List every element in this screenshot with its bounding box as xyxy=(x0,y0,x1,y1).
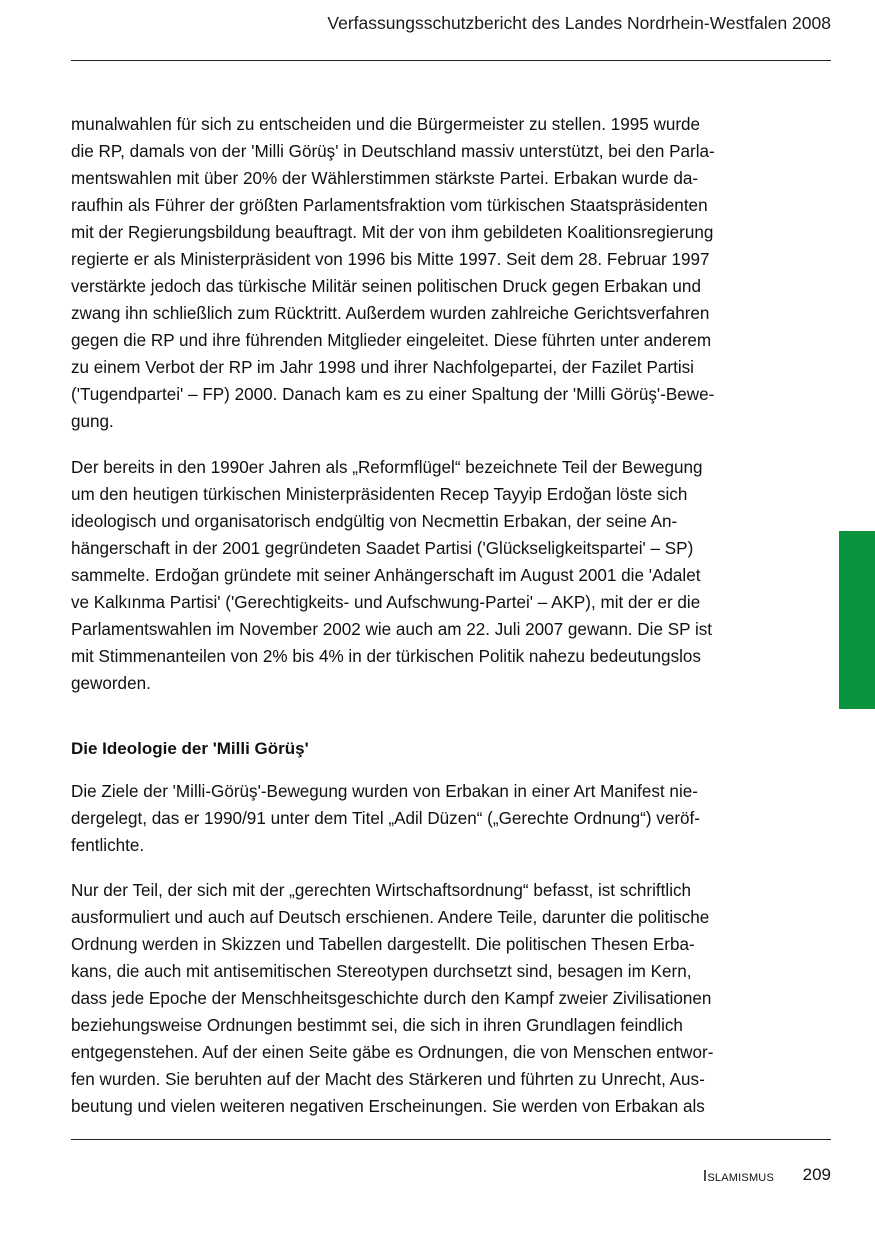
text-line: mit Stimmenanteilen von 2% bis 4% in der türkischen Politik nahezu bedeutungslos xyxy=(71,647,701,666)
text-line: raufhin als Führer der größten Parlamentsfraktion vom türkischen Staatspräsidenten xyxy=(71,196,708,215)
text-line: ve Kalkınma Partisi' ('Gerechtigkeits- und Aufschwung-Partei' – AKP), mit der er die xyxy=(71,593,701,612)
footer-section-label: Islamismus xyxy=(702,1168,774,1185)
text-line: gung. xyxy=(71,412,114,431)
text-line: mit der Regierungsbildung beauftragt. Mit der von ihm gebildeten Koalitionsregierung xyxy=(71,223,714,242)
text-line: kans, die auch mit antisemitischen Stereotypen durchsetzt sind, besagen im Kern, xyxy=(71,962,692,981)
paragraph-economic-order xyxy=(71,877,783,1120)
section-heading: Die Ideologie der 'Milli Görüş' xyxy=(71,739,309,758)
text-line: Nur der Teil, der sich mit der „gerechten Wirtschaftsordnung“ befasst, ist schriftlich xyxy=(71,881,692,900)
text-line: beutung und vielen weiteren negativen Erscheinungen. Sie werden von Erbakan als xyxy=(71,1097,705,1116)
text-line: ideologisch und organisatorisch endgültig von Necmettin Erbakan, der seine An- xyxy=(71,512,678,531)
text-line: ('Tugendpartei' – FP) 2000. Danach kam es zu einer Spaltung der 'Milli Görüş'-Bewe- xyxy=(71,385,715,404)
text-line: fentlichte. xyxy=(71,836,145,855)
text-line: gegen die RP und ihre führenden Mitglieder eingeleitet. Diese führten unter anderem xyxy=(71,331,712,350)
text-line: Ordnung werden in Skizzen und Tabellen dargestellt. Die politischen Thesen Erba- xyxy=(71,935,695,954)
text-line: ausformuliert und auch auf Deutsch erschienen. Andere Teile, darunter die politische xyxy=(71,908,710,927)
text-line: dergelegt, das er 1990/91 unter dem Titel „Adil Düzen“ („Gerechte Ordnung“) veröf- xyxy=(71,809,700,828)
text-line: Der bereits in den 1990er Jahren als „Reformflügel“ bezeichnete Teil der Bewegung xyxy=(71,458,703,477)
running-header-title: Verfassungsschutzbericht des Landes Nordrhein-Westfalen 2008 xyxy=(327,13,831,33)
text-line: die RP, damals von der 'Milli Görüş' in Deutschland massiv unterstützt, bei den Parla- xyxy=(71,142,715,161)
footer-divider xyxy=(71,1139,831,1140)
text-line: entgegenstehen. Auf der einen Seite gäbe es Ordnungen, die von Menschen entwor- xyxy=(71,1043,714,1062)
chapter-marker-tab xyxy=(839,531,875,709)
header-divider xyxy=(71,60,831,61)
text-line: um den heutigen türkischen Ministerpräsidenten Recep Tayyip Erdoğan löste sich xyxy=(71,485,688,504)
text-line: Die Ziele der 'Milli-Görüş'-Bewegung wurden von Erbakan in einer Art Manifest nie- xyxy=(71,782,698,801)
text-line: sammelte. Erdoğan gründete mit seiner Anhängerschaft im August 2001 die 'Adalet xyxy=(71,566,701,585)
text-line: dass jede Epoche der Menschheitsgeschichte durch den Kampf zweier Zivilisationen xyxy=(71,989,712,1008)
text-line: verstärkte jedoch das türkische Militär seinen politischen Druck gegen Erbakan und xyxy=(71,277,701,296)
text-line: munalwahlen für sich zu entscheiden und die Bürgermeister zu stellen. 1995 wurde xyxy=(71,115,701,134)
paragraph-reform-wing xyxy=(71,454,783,697)
text-line: zwang ihn schließlich zum Rücktritt. Außerdem wurden zahlreiche Gerichtsverfahren xyxy=(71,304,710,323)
page-number: 209 xyxy=(802,1165,831,1184)
text-line: regierte er als Ministerpräsident von 1996 bis Mitte 1997. Seit dem 28. Februar 1997 xyxy=(71,250,710,269)
text-line: Parlamentswahlen im November 2002 wie auch am 22. Juli 2007 gewann. Die SP ist xyxy=(71,620,713,639)
text-line: geworden. xyxy=(71,674,151,693)
text-line: hängerschaft in der 2001 gegründeten Saadet Partisi ('Glückseligkeitspartei' – SP) xyxy=(71,539,694,558)
text-line: zu einem Verbot der RP im Jahr 1998 und ihrer Nachfolgepartei, der Fazilet Partisi xyxy=(71,358,694,377)
text-line: fen wurden. Sie beruhten auf der Macht des Stärkeren und führten zu Unrecht, Aus- xyxy=(71,1070,705,1089)
paragraph-manifest xyxy=(71,778,783,859)
text-line: beziehungsweise Ordnungen bestimmt sei, die sich in ihren Grundlagen feindlich xyxy=(71,1016,683,1035)
paragraph-rp-history xyxy=(71,111,783,435)
text-line: mentswahlen mit über 20% der Wählerstimmen stärkste Partei. Erbakan wurde da- xyxy=(71,169,699,188)
